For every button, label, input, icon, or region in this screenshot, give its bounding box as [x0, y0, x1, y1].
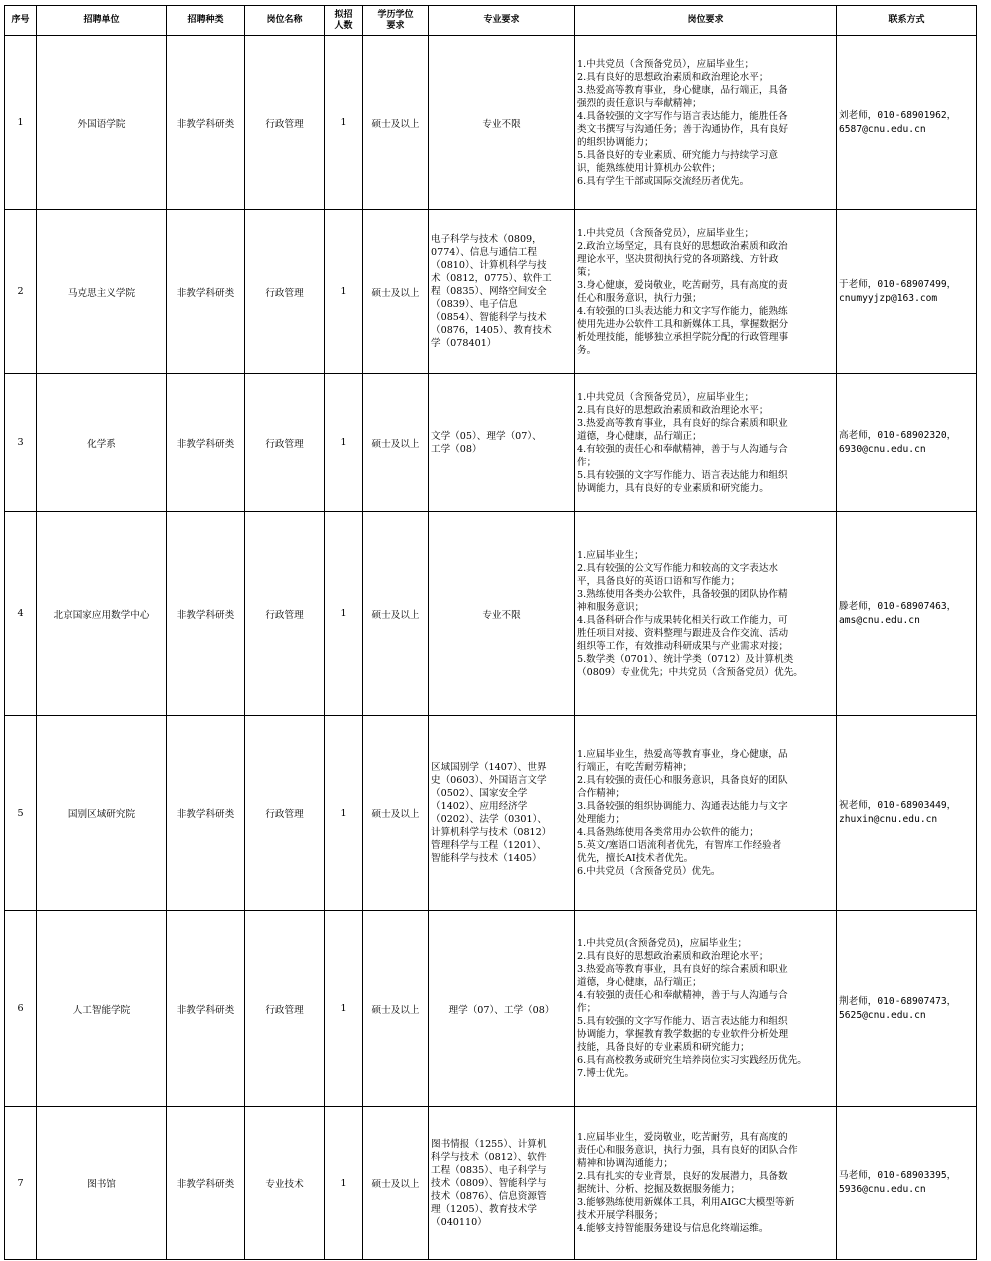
position-requirements-line: 1.中共党员（含预备党员），应届毕业生； [577, 227, 755, 239]
contact-info [837, 374, 977, 512]
table-row [5, 374, 977, 512]
header-row [5, 6, 977, 36]
position-requirements [575, 210, 837, 374]
contact-info-line: zhuxin@cnu.edu.cn [839, 814, 938, 825]
degree-requirement: 硕士及以上 [363, 374, 429, 512]
header-type: 招聘种类 [167, 6, 245, 36]
position-requirements-line: （0809）专业优先；中共党员（含预备党员）优先。 [577, 666, 803, 678]
major-requirement-line: 科学与技术（0812）、软件 [431, 1151, 547, 1163]
position-requirements-line: 4.有较强的责任心和奉献精神，善于与人沟通与合 [577, 990, 788, 1001]
position-requirements-line: 处理能力； [577, 814, 625, 825]
header-contact: 联系方式 [837, 6, 977, 36]
position-requirements-line: 强烈的责任意识与奉献精神； [577, 97, 702, 109]
position-requirements-line: 1.中共党员（含预备党员），应届毕业生； [577, 58, 755, 70]
major-requirement-line: 智能科学与技术（1405） [431, 853, 542, 864]
major-requirement-line: 技术（0809）、智能科学与 [431, 1177, 547, 1189]
position-requirements-line: 的组织协调能力； [577, 136, 654, 148]
degree-requirement: 硕士及以上 [363, 36, 429, 210]
major-requirement [429, 716, 575, 911]
major-requirement-line: 电子科学与技术（0809， [431, 234, 542, 245]
major-requirement-line: 0774）、信息与通信工程 [431, 247, 537, 258]
contact-info-line: 祝老师，010-68903449， [839, 800, 957, 811]
position-requirements-line: 1.应届毕业生，爱岗敬业，吃苦耐劳，具有高度的 [577, 1132, 788, 1143]
position-requirements-line: 类文书撰写与沟通任务；善于沟通协作，具有良好 [577, 123, 789, 135]
table-row [5, 210, 977, 374]
position-requirements-line: 4.有较强的口头表达能力和文字写作能力，能熟练 [577, 305, 788, 317]
position-requirements-line: 6.中共党员（含预备党员）优先。 [577, 866, 721, 877]
position-requirements-line: 2.具有较强的公文写作能力和较高的文字表达水 [577, 562, 779, 574]
header-requirements: 岗位要求 [575, 6, 837, 36]
major-requirement-line: （0876，1405）、教育技术 [431, 325, 552, 336]
major-requirement-line: 理学（07）、工学（08） [448, 1004, 555, 1016]
position-requirements-line: 使用先进办公软件工具和新媒体工具，掌握数据分 [577, 318, 789, 330]
position-requirements-line: 技术开展学科服务； [577, 1210, 664, 1221]
position-requirements-line: 作； [577, 1003, 597, 1014]
position-requirements-line: 5.数学类（0701）、统计学类（0712）及计算机类 [577, 653, 794, 665]
major-requirement [429, 36, 575, 210]
recruitment-table [4, 5, 977, 1260]
major-requirement [429, 374, 575, 512]
position-name: 行政管理 [245, 716, 325, 911]
position-requirements-line: 优先，擅长AI技术者优先。 [577, 853, 694, 864]
contact-info-line: ams@cnu.edu.cn [839, 614, 920, 626]
major-requirement-line: 技术（0876）、信息资源管 [431, 1190, 547, 1202]
position-requirements-line: 3.热爱高等教育事业，具有良好的综合素质和职业 [577, 964, 788, 975]
position-requirements-line: 1.应届毕业生； [577, 549, 644, 561]
header-no: 序号 [5, 6, 37, 36]
position-requirements-line: 1.中共党员(含预备党员)，应届毕业生； [577, 938, 748, 949]
major-requirement-line: （040110） [431, 1216, 487, 1228]
position-requirements-line: 道德，身心健康，品行端正； [577, 430, 702, 442]
contact-info [837, 911, 977, 1107]
position-name: 专业技术 [245, 1107, 325, 1260]
position-requirements-line: 任心和服务意识，执行力强； [577, 292, 702, 304]
table-body [5, 36, 977, 1260]
position-requirements-line: 5.具有较强的文字写作能力、语言表达能力和组织 [577, 469, 788, 481]
major-requirement [429, 1107, 575, 1260]
recruitment-type: 非教学科研类 [167, 374, 245, 512]
hiring-count: 1 [325, 911, 363, 1107]
position-requirements-line: 析处理技能，能够独立承担学院分配的行政管理事 [577, 331, 789, 343]
position-requirements-line: 协调能力，具有良好的专业素质和研究能力。 [577, 482, 769, 494]
degree-requirement: 硕士及以上 [363, 716, 429, 911]
position-requirements-line: 行端正，有吃苦耐劳精神； [577, 762, 693, 773]
position-requirements [575, 36, 837, 210]
degree-requirement: 硕士及以上 [363, 210, 429, 374]
table-row [5, 911, 977, 1107]
position-requirements-line: 3.熟练使用各类办公软件，具备较强的团队协作精 [577, 588, 788, 600]
position-requirements-line: 组织等工作，有效推动科研成果与产业需求对接； [577, 640, 789, 652]
major-requirement-line: 区域国别学（1407）、世界 [431, 762, 547, 773]
position-requirements-line: 3.能够熟练使用新媒体工具，利用AIGC大模型等新 [577, 1197, 795, 1208]
contact-info-line: 滕老师，010-68907463， [839, 600, 957, 612]
contact-info-line: 荆老师，010-68907473， [839, 995, 957, 1007]
major-requirement [429, 911, 575, 1107]
major-requirement-line: 专业不限 [482, 118, 521, 130]
position-requirements-line: 据统计、分析、挖掘及数据服务能力； [577, 1184, 741, 1195]
contact-info-line: 高老师，010-68902320， [839, 429, 957, 441]
major-requirement-line: 理（1205）、教育技术学 [431, 1203, 537, 1215]
position-requirements-line: 技能，具备良好的专业素质和研究能力； [577, 1042, 750, 1053]
position-requirements-line: 务。 [577, 344, 597, 356]
position-requirements-line: 识，能熟练使用计算机办公软件； [577, 162, 721, 174]
hiring-count: 1 [325, 512, 363, 716]
position-requirements-line: 作； [577, 456, 597, 468]
contact-info-line: 于老师，010-68907499， [839, 278, 957, 290]
position-requirements-line: 神和服务意识； [577, 601, 645, 613]
position-requirements [575, 911, 837, 1107]
position-requirements-line: 3.热爱高等教育事业，身心健康，品行端正，具备 [577, 84, 788, 96]
major-requirement-line: 管理科学与工程（1201）、 [431, 840, 547, 851]
position-name: 行政管理 [245, 36, 325, 210]
row-number: 4 [5, 512, 37, 716]
position-requirements-line: 6.具有学生干部或国际交流经历者优先。 [577, 175, 750, 187]
hiring-count: 1 [325, 210, 363, 374]
table-row [5, 1107, 977, 1260]
recruitment-type: 非教学科研类 [167, 512, 245, 716]
row-number: 1 [5, 36, 37, 210]
position-requirements-line: 4.有较强的责任心和奉献精神，善于与人沟通与合 [577, 443, 788, 455]
contact-info-line: 6587@cnu.edu.cn [839, 123, 926, 135]
contact-info [837, 716, 977, 911]
position-requirements-line: 道德，身心健康，品行端正； [577, 977, 702, 988]
recruitment-type: 非教学科研类 [167, 1107, 245, 1260]
row-number: 5 [5, 716, 37, 911]
major-requirement [429, 512, 575, 716]
hiring-count: 1 [325, 1107, 363, 1260]
position-requirements-line: 2.具有较强的责任心和服务意识，具备良好的团队 [577, 775, 788, 786]
contact-info-line: 5936@cnu.edu.cn [839, 1184, 926, 1195]
major-requirement-line: （0839）、电子信息 [431, 299, 518, 310]
header-degree-line: 学历学位 [377, 9, 414, 20]
position-requirements-line: 协调能力，掌握教育教学数据的专业软件分析处理 [577, 1029, 789, 1040]
position-requirements-line: 3.身心健康，爱岗敬业，吃苦耐劳，具有高度的责 [577, 279, 788, 291]
position-requirements-line: 策； [577, 266, 597, 278]
header-major: 专业要求 [429, 6, 575, 36]
position-requirements-line: 4.能够支持智能服务建设与信息化终端运维。 [577, 1223, 769, 1234]
major-requirement-line: （1402）、应用经济学 [431, 801, 528, 812]
row-number: 2 [5, 210, 37, 374]
position-requirements-line: 6.具有高校教务或研究生培养岗位实习实践经历优先。 [577, 1055, 807, 1066]
position-requirements [575, 1107, 837, 1260]
header-count [325, 6, 363, 36]
header-degree [363, 6, 429, 36]
contact-info-line: 5625@cnu.edu.cn [839, 1009, 926, 1021]
position-requirements-line: 平，具备良好的英语口语和写作能力； [577, 575, 741, 587]
table-row [5, 512, 977, 716]
recruitment-type: 非教学科研类 [167, 36, 245, 210]
degree-requirement: 硕士及以上 [363, 911, 429, 1107]
contact-info-line: 马老师，010-68903395， [839, 1170, 957, 1181]
major-requirement-line: 工学（08） [431, 443, 482, 455]
position-requirements-line: 1.中共党员（含预备党员），应届毕业生； [577, 391, 755, 403]
position-requirements [575, 716, 837, 911]
position-requirements-line: 5.具有较强的文字写作能力、语言表达能力和组织 [577, 1016, 788, 1027]
position-requirements-line: 2.具有良好的思想政治素质和政治理论水平； [577, 951, 769, 962]
major-requirement-line: （0202）、法学（0301）、 [431, 814, 547, 825]
major-requirement-line: 文学（05）、理学（07）、 [431, 430, 542, 442]
major-requirement-line: 术（0812，0775）、软件工 [431, 273, 552, 284]
recruiting-unit: 人工智能学院 [37, 911, 167, 1107]
recruiting-unit: 国别区域研究院 [37, 716, 167, 911]
table-row [5, 36, 977, 210]
table-row [5, 716, 977, 911]
position-requirements [575, 512, 837, 716]
major-requirement-line: 计算机科学与技术（0812） [431, 827, 552, 838]
degree-requirement: 硕士及以上 [363, 1107, 429, 1260]
row-number: 6 [5, 911, 37, 1107]
major-requirement-line: 学（078401） [431, 338, 497, 349]
recruiting-unit: 外国语学院 [37, 36, 167, 210]
hiring-count: 1 [325, 374, 363, 512]
contact-info-line: 刘老师，010-68901962， [839, 109, 957, 121]
major-requirement-line: 图书情报（1255）、计算机 [431, 1138, 547, 1150]
position-requirements-line: 2.政治立场坚定，具有良好的思想政治素质和政治 [577, 240, 788, 252]
major-requirement-line: 专业不限 [482, 609, 521, 621]
hiring-count: 1 [325, 36, 363, 210]
header-count-line: 人数 [334, 20, 353, 31]
position-requirements-line: 5.具备良好的专业素质、研究能力与持续学习意 [577, 149, 779, 161]
contact-info [837, 512, 977, 716]
position-requirements-line: 1.应届毕业生，热爱高等教育事业，身心健康，品 [577, 749, 788, 760]
position-requirements-line: 合作精神； [577, 788, 625, 799]
position-name: 行政管理 [245, 210, 325, 374]
position-requirements-line: 精神和协调沟通能力； [577, 1158, 673, 1169]
position-requirements-line: 胜任项目对接、资料整理与跟进及合作交流、活动 [577, 627, 789, 639]
degree-requirement: 硕士及以上 [363, 512, 429, 716]
contact-info [837, 36, 977, 210]
contact-info [837, 1107, 977, 1260]
position-requirements-line: 2.具有良好的思想政治素质和政治理论水平； [577, 71, 769, 83]
recruitment-type: 非教学科研类 [167, 210, 245, 374]
position-requirements-line: 3.热爱高等教育事业，具有良好的综合素质和职业 [577, 417, 788, 429]
header-count-line: 拟招 [334, 9, 353, 20]
position-requirements-line: 4.具备熟练使用各类常用办公软件的能力； [577, 827, 759, 838]
recruitment-type: 非教学科研类 [167, 716, 245, 911]
recruiting-unit: 北京国家应用数学中心 [37, 512, 167, 716]
header-position: 岗位名称 [245, 6, 325, 36]
row-number: 3 [5, 374, 37, 512]
position-requirements-line: 5.英文/塞语口语流利者优先，有智库工作经验者 [577, 840, 782, 851]
position-requirements-line: 4.具备较强的文字写作与语言表达能力，能胜任各 [577, 110, 788, 122]
position-name: 行政管理 [245, 911, 325, 1107]
position-requirements-line: 理论水平，坚决贯彻执行党的各项路线、方针政 [577, 253, 779, 265]
position-requirements-line: 4.具备科研合作与成果转化相关行政工作能力，可 [577, 614, 788, 626]
contact-info-line: cnumyyjzp@163.com [839, 292, 938, 304]
position-name: 行政管理 [245, 512, 325, 716]
position-requirements-line: 3.具备较强的组织协调能力、沟通表达能力与文字 [577, 801, 788, 812]
position-requirements-line: 7.博士优先。 [577, 1068, 635, 1079]
header-unit: 招聘单位 [37, 6, 167, 36]
position-requirements-line: 责任心和服务意识，执行力强，具有良好的团队合作 [577, 1145, 798, 1156]
recruitment-type: 非教学科研类 [167, 911, 245, 1107]
contact-info-line: 6930@cnu.edu.cn [839, 443, 926, 455]
major-requirement [429, 210, 575, 374]
row-number: 7 [5, 1107, 37, 1260]
major-requirement-line: （0810）、计算机科学与技 [431, 260, 547, 271]
header-degree-line: 要求 [386, 20, 405, 31]
position-name: 行政管理 [245, 374, 325, 512]
recruiting-unit: 马克思主义学院 [37, 210, 167, 374]
major-requirement-line: （0502）、国家安全学 [431, 788, 528, 799]
hiring-count: 1 [325, 716, 363, 911]
major-requirement-line: （0854）、智能科学与技术 [431, 312, 547, 323]
position-requirements-line: 2.具有良好的思想政治素质和政治理论水平； [577, 404, 769, 416]
major-requirement-line: 史（0603）、外国语言文学 [431, 775, 547, 786]
major-requirement-line: 工程（0835）、电子科学与 [431, 1164, 547, 1176]
major-requirement-line: 程（0835）、网络空间安全 [431, 286, 547, 297]
recruiting-unit: 图书馆 [37, 1107, 167, 1260]
position-requirements [575, 374, 837, 512]
contact-info [837, 210, 977, 374]
recruiting-unit: 化学系 [37, 374, 167, 512]
position-requirements-line: 2.具有扎实的专业背景，良好的发展潜力，具备数 [577, 1171, 788, 1182]
